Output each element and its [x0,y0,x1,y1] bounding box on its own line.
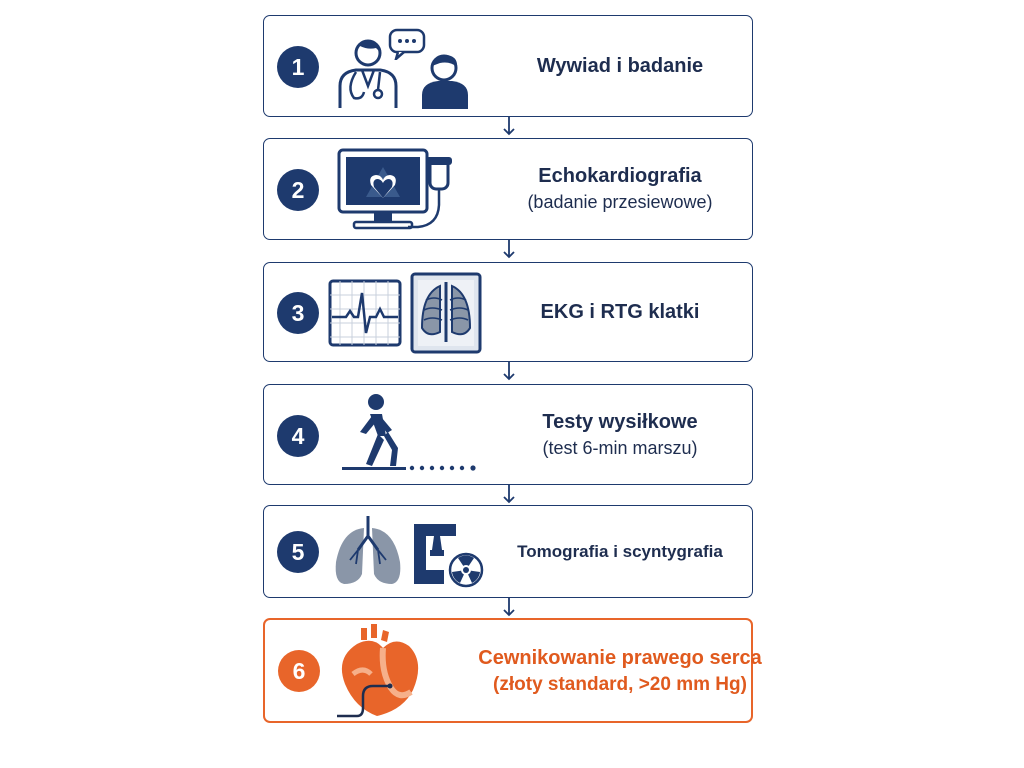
step-2-number: 2 [277,169,319,211]
step-2-box [263,138,753,240]
step-2-subtitle: (badanie przesiewowe) [527,192,713,212]
radiation-icon [448,552,484,588]
step-5-title: Tomografia i scyntygrafia [517,542,723,561]
step-2-title: Echokardiografia [538,165,702,187]
arrow-down-icon [503,362,515,382]
step-6-title: Cewnikowanie prawego serca [478,646,762,669]
probe-icon [408,153,458,233]
heart-icon [368,171,398,201]
step-4-subtitle: (test 6-min marszu) [542,437,698,458]
step-6-number: 6 [278,650,320,692]
step-4-number: 4 [277,415,319,457]
walking-person-icon [332,390,492,476]
step-6-box [263,618,762,723]
chest-xray-icon [410,272,484,354]
step-4-title: Testy wysiłkowe [542,410,698,433]
ecg-icon [328,279,404,349]
step-1-box [263,15,753,117]
step-3-title: EKG i RTG klatki [540,300,700,323]
step-4-box [263,384,753,485]
arrow-down-icon [503,117,515,137]
heart-catheter-icon [333,622,423,722]
arrow-down-icon [503,485,515,505]
arrow-down-icon [503,598,515,618]
step-5-box [263,505,753,598]
step-3-number: 3 [277,292,319,334]
step-1-number: 1 [277,46,319,88]
step-1-title: Wywiad i badanie [536,54,704,77]
step-3-box [263,262,753,362]
lungs-icon [330,514,406,590]
arrow-down-icon [503,240,515,260]
step-6-subtitle: (złoty standard, >20 mm Hg) [493,673,747,695]
step-5-number: 5 [277,531,319,573]
patient-icon [418,51,474,111]
